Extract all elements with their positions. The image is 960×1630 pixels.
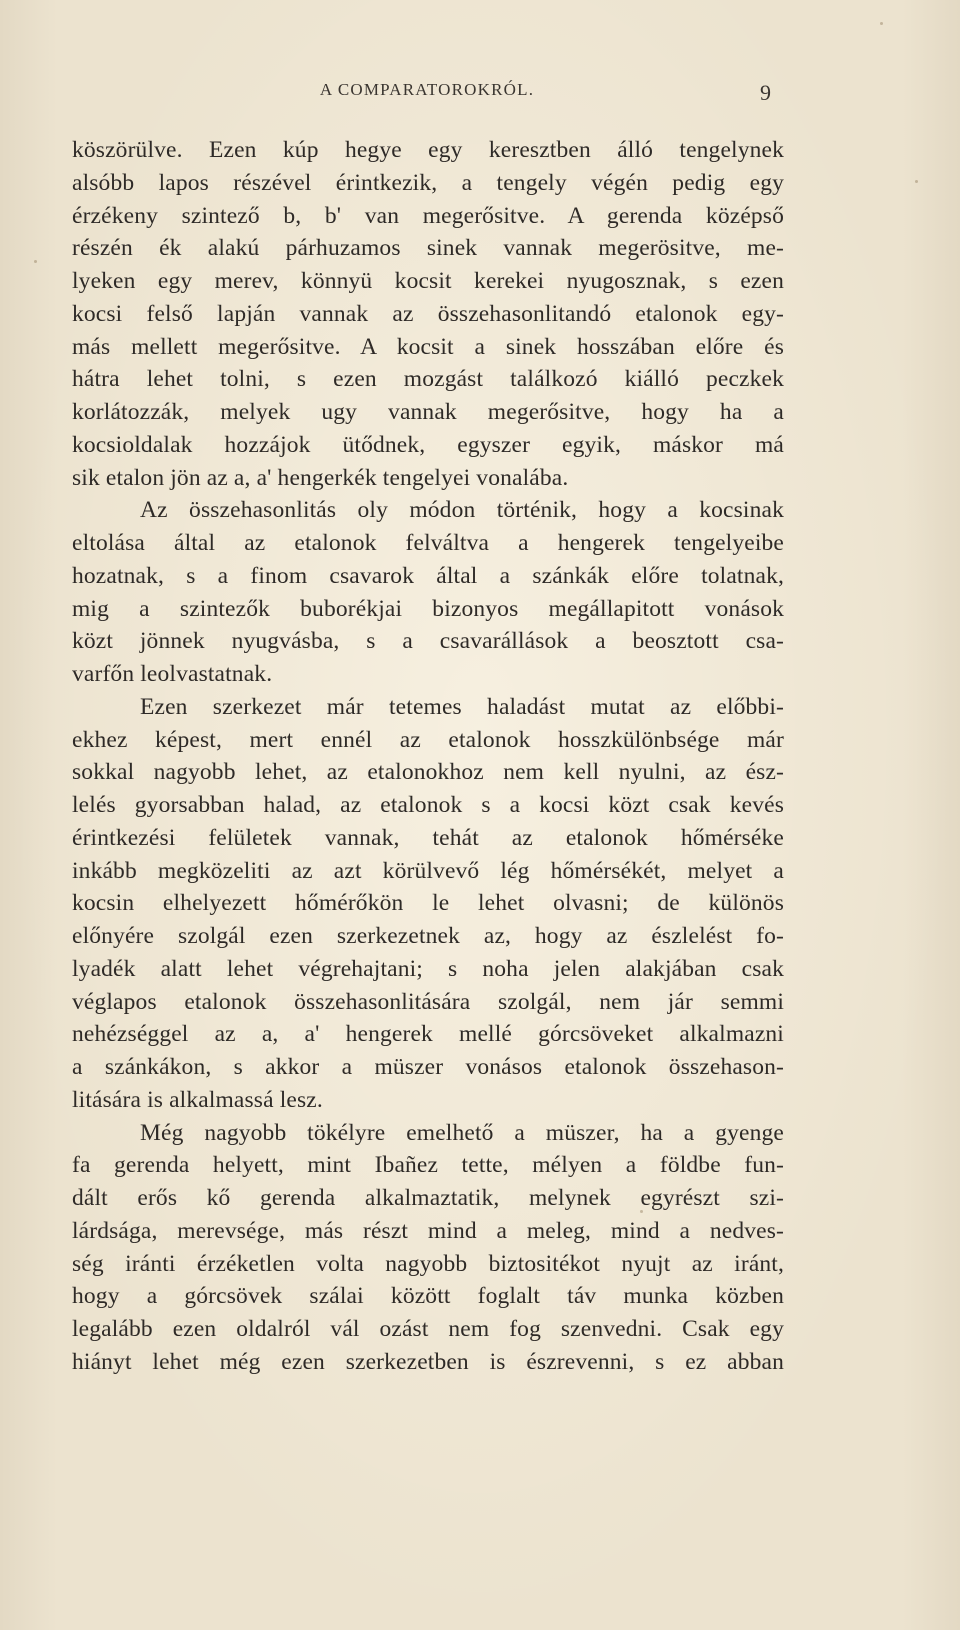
running-head: [72, 80, 782, 110]
text-line: dált erős kő gerenda alkalmaztatik, melynek egyrészt szi-: [72, 1185, 784, 1211]
text-line: fa gerenda helyett, mint Ibañez tette, mélyen a földbe fun-: [72, 1152, 784, 1179]
text-line: véglapos etalonok összehasonlitására szolgál, nem jár semmi: [72, 988, 784, 1015]
body-text: [72, 134, 784, 1379]
text-line: lyeken egy merev, könnyü kocsit kerekei nyugosznak, s ezen: [72, 268, 784, 294]
text-line: kocsi felső lapján vannak az összehasonlitandó etalonok egy-: [72, 300, 784, 327]
paper-fleck: [880, 22, 883, 25]
paper-fleck: [915, 180, 918, 183]
text-line: kocsin elhelyezett hőmérőkön le lehet olvasni; de különös: [72, 890, 784, 917]
text-line: érintkezési felületek vannak, tehát az etalonok hőmérséke: [72, 824, 784, 851]
text-line: ség iránti érzéketlen volta nagyobb biztositékot nyujt az iránt,: [72, 1250, 784, 1277]
paragraph-first-line: Ezen szerkezet már tetemes haladást mutat az előbbi-: [140, 693, 784, 720]
page-number: 9: [760, 80, 771, 105]
paper-fleck: [34, 260, 37, 263]
text-line: sokkal nagyobb lehet, az etalonokhoz nem kell nyulni, az ész-: [72, 759, 784, 786]
text-line: lelés gyorsabban halad, az etalonok s a kocsi közt csak kevés: [72, 792, 784, 818]
text-line: hátra lehet tolni, s ezen mozgást találkozó kiálló peczkek: [72, 366, 784, 393]
text-line: eltolása által az etalonok felváltva a hengerek tengelyeibe: [72, 530, 784, 556]
text-line: legalább ezen oldalról vál ozást nem fog szenvedni. Csak egy: [72, 1316, 784, 1342]
text-line: részén ék alakú párhuzamos sinek vannak megerösitve, me-: [72, 235, 784, 262]
text-line: köszörülve. Ezen kúp hegye egy keresztben álló tengelynek: [72, 137, 784, 163]
text-line: inkább megközeliti az azt körülvevő lég hőmérsékét, melyet a: [72, 857, 784, 884]
text-line: kocsioldalak hozzájok ütődnek, egyszer egyik, máskor má: [72, 431, 784, 458]
running-title: A COMPARATOROKRÓL.: [319, 80, 535, 99]
text-line: mig a szintezők buborékjai bizonyos megállapitott vonások: [72, 595, 784, 622]
text-line: előnyére szolgál ezen szerkezetnek az, hogy az észlelést fo-: [72, 923, 784, 949]
text-line: érzékeny szintező b, b' van megerősitve. A gerenda középső: [72, 202, 784, 229]
text-line: közt jönnek nyugvásba, s a csavarállások a beosztott csa-: [72, 628, 784, 655]
text-line: hozatnak, s a finom csavarok által a szánkák előre tolatnak,: [72, 562, 784, 589]
text-line: hogy a górcsövek szálai között foglalt táv munka közben: [72, 1283, 784, 1310]
text-line: sik etalon jön az a, a' hengerkék tengelyei vonalába.: [72, 464, 569, 491]
text-line: lyadék alatt lehet végrehajtani; s noha jelen alakjában csak: [72, 955, 784, 982]
text-line: nehézséggel az a, a' hengerek mellé górcsöveket alkalmazni: [72, 1021, 784, 1048]
text-line: varfőn leolvastatnak.: [72, 661, 273, 687]
text-line: korlátozzák, melyek ugy vannak megerősitve, hogy ha a: [72, 399, 784, 425]
text-line: lárdsága, merevsége, más részt mind a meleg, mind a nedves-: [72, 1217, 784, 1244]
paragraph-first-line: Még nagyobb tökélyre emelhető a müszer, ha a gyenge: [140, 1119, 784, 1146]
text-line: hiányt lehet még ezen szerkezetben is észrevenni, s ez abban: [72, 1348, 784, 1375]
text-line: más mellett megerősitve. A kocsit a sinek hosszában előre és: [72, 333, 784, 360]
text-line: litására is alkalmassá lesz.: [72, 1086, 323, 1113]
text-line: ekhez képest, mert ennél az etalonok hosszkülönbsége már: [72, 726, 784, 753]
text-line: alsóbb lapos részével érintkezik, a tengely végén pedig egy: [72, 169, 784, 196]
paragraph-first-line: Az összehasonlitás oly módon történik, hogy a kocsinak: [140, 497, 784, 524]
text-line: a szánkákon, s akkor a müszer vonásos etalonok összehason-: [72, 1054, 784, 1080]
